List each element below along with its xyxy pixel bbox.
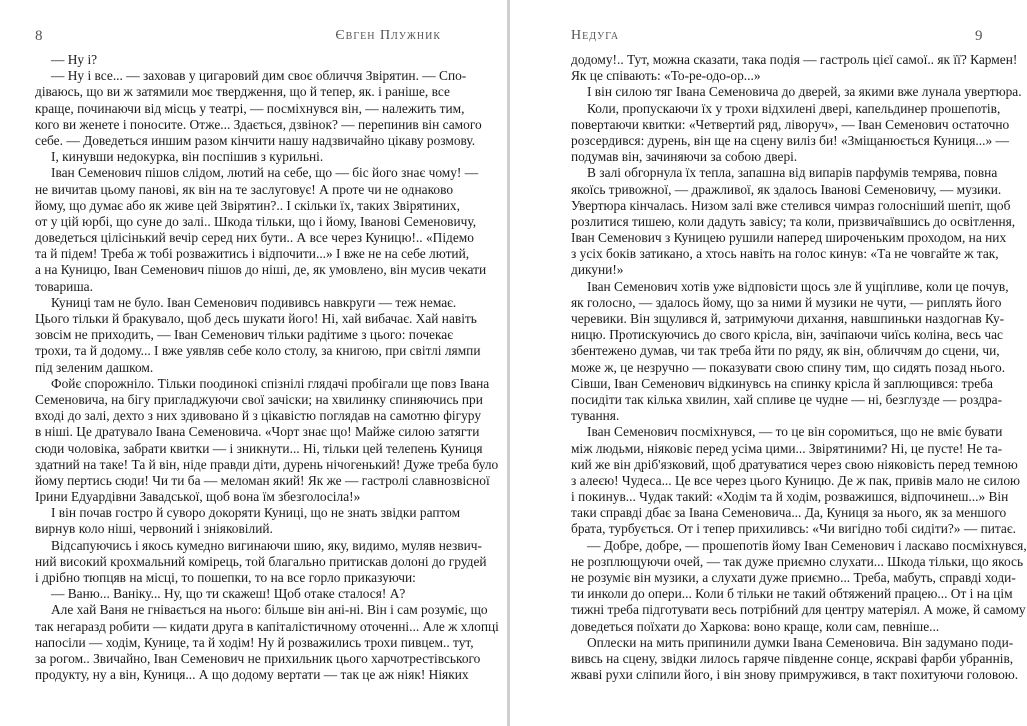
- text-line: та й підем! Треба ж тобі розважитись і відпочити...» І вже не на себе лютий,: [35, 246, 470, 262]
- right-page: [510, 0, 1027, 726]
- running-head-title: Недуга: [571, 28, 620, 43]
- text-line: Куниці там не було. Іван Семенович подививсь навкруги — теж немає.: [51, 294, 457, 310]
- text-line: подумав він, зачиняючи за собою двері.: [571, 149, 798, 165]
- text-line: якоїсь тривожної, — дражливої, як здалось Іванові Семеновичу, — музики.: [571, 181, 1002, 197]
- text-line: Семеновича, на бігу пригладжуючи свої зачіски; на хвилинку спиняючись при: [35, 391, 483, 407]
- text-line: Як це співають: «То-ре-одо-ор...»: [571, 68, 761, 84]
- text-line: так негаразд робити — кидати друга в капіталістичному оточенні... Але ж хлопці: [35, 618, 499, 634]
- text-line: зовсім не приходить, — Іван Семенович тільки радітиме з цього: почекає: [35, 327, 453, 343]
- text-line: з усіх боків затикано, а хтось навіть на голос кинув: «Та не човгайте ж так,: [571, 246, 999, 262]
- text-line: кий же він дріб'язковий, щоб дратуватися через свою ніяковість перед темною: [571, 456, 1018, 472]
- text-line: товариша.: [35, 278, 93, 294]
- text-line: дикуни!»: [571, 262, 624, 278]
- text-line: здатний на таке! Та й він, ніде правди діти, дурень нічогенький! Дуже треба було: [35, 456, 499, 472]
- text-line: йому, що думає або як живе цей Звірятин?.. І скільки їх, таких Звірятиних,: [35, 197, 460, 213]
- text-line: Сівши, Іван Семенович відкинувсь на спинку крісла й заплющився: треба: [571, 375, 993, 391]
- text-line: ницю. Протискуючись до свого крісла, він, зачіпаючи чиїсь коліна, весь час: [571, 327, 1003, 343]
- text-line: повертаючи квитки: «Четвертий ряд, ліворуч», — Іван Семенович остаточно: [571, 116, 1010, 132]
- text-line: — Ваню... Ваніку... Ну, що ти скажеш! Щоб отаке сталося! А?: [51, 586, 406, 602]
- text-line: Коли, пропускаючи їх у трохи відхилені двері, капельдинер прошепотів,: [587, 100, 1001, 116]
- text-line: додому!.. Тут, можна сказати, така подія — гастроль цієї самої.. як її? Кармен!: [571, 52, 1018, 67]
- text-line: і покинув... Чудак такий: «Ходім та й ходім, розважишся, відпочинеш...» Він: [571, 489, 1009, 505]
- text-line: Увертюра кінчалась. Низом залі вже стелився чимраз голосніший шепіт, щоб: [571, 197, 1011, 213]
- text-line: Іван Семенович з Куницею рушили наперед широченьким проходом, на них: [571, 230, 1007, 246]
- text-line: І, кинувши недокурка, він поспішив з курильні.: [51, 149, 324, 165]
- text-line: Фойє спорожніло. Тільки поодинокі спізнілі глядачі пробігали ще повз Івана: [51, 375, 490, 391]
- text-line: напосіли — ходім, Кунице, та й ходім! Ну й розважились трохи пивцем.. тут,: [35, 634, 474, 650]
- page-number: 8: [35, 28, 43, 44]
- text-line: вході до залі, дехто з них здивовано й з цікавістю поглядав на самотню фігуру: [35, 408, 482, 424]
- text-line: не розуміє він музики, а слухати дуже приємно... Треба, мабуть, справді ходи-: [571, 570, 1016, 585]
- text-line: кого ви женете і поносите. Отже... Здається, дзвінок? — перепинив він самого: [35, 116, 482, 132]
- text-line: Іван Семенович посміхнувся, — то це він соромиться, що не вміє бувати: [587, 424, 1003, 440]
- page-number: 9: [975, 28, 983, 44]
- text-line: черевики. Він зщулився й, затримуючи дихання, навшпиньки наздогнав Ку-: [571, 311, 1005, 326]
- text-line: Відсапуючись і якось кумедно вигинаючи шию, яку, видимо, муляв незвич-: [51, 537, 482, 553]
- text-line: краще, починаючи від місць у театрі, — посміхнувся він, — належить тим,: [35, 100, 465, 116]
- text-line: жваві рухи сліпили його, і він знову примружився, в такт похитуючи головою.: [571, 667, 1019, 683]
- text-line: ти инколи до опери... Коли б тільки не такий обтяжений працею... От і на цім: [571, 586, 1013, 602]
- text-line: І він силою тяг Івана Семеновича до дверей, за якими вже лунала увертюра.: [587, 84, 1022, 100]
- text-line: а на Куницю, Іван Семенович пішов до ніші, де, як умовлено, він мусив чекати: [35, 262, 487, 278]
- text-line: під зеленим дашком.: [35, 359, 154, 375]
- text-line: розсердився: дурень, він ще на сцену виліз би! «Зміщанюється Куниця...» —: [571, 132, 1009, 148]
- text-line: діваюсь, що ви ж затямили моє твердження, що й тепер, як. і раніше, все: [35, 84, 450, 100]
- text-line: Цього тільки й бракувало, щоб десь шукати його! Ні, хай вибачає. Хай навіть: [35, 311, 477, 326]
- text-line: може ж, це незручно — показувати свою спину тим, що сидять позад нього.: [571, 359, 1006, 375]
- text-line: таки справді дбає за Івана Семеновича... Да, Куниця за нього, як за меншого: [571, 505, 1007, 521]
- text-line: з алеєю! Чудеса... Це все через цього Куницю. Де ж пак, привів мало не силою: [571, 472, 1021, 488]
- text-line: розлитися тишею, коли дадуть завісу; та коли, призвичаївшись до освітлення,: [571, 213, 1016, 229]
- text-line: тижні треба підготувати весь потрібний для центру матеріял. А може, й самому: [571, 602, 1026, 618]
- text-line: доведеться поїхати до Харкова: воно краще, коли сам, певніше...: [571, 618, 940, 634]
- text-line: от у цій юрбі, що суне до залі.. Шкода тільки, що і йому, Іванові Семеновичу,: [35, 213, 477, 229]
- text-line: доведеться цілісінький вечір серед них бути.. А все через Куницю!.. «Підемо: [35, 230, 474, 246]
- text-line: Ірини Едуардівни Завадської, щоб вона їм збезголосіла!»: [35, 489, 361, 505]
- text-line: вивсь на сцену, звідки лилось гаряче південне сонце, яскраві фарби убраннів,: [571, 650, 1014, 666]
- text-line: В залі обгорнула їх тепла, запашна від випарів парфумів темрява, повна: [587, 165, 998, 181]
- text-line: між людьми, ніяковіє перед усіма цими... Звірятиними? Ні, це пусте! Не та-: [571, 440, 1003, 456]
- text-line: вирнув коло ніші, червоний і зніяковілий.: [35, 521, 273, 537]
- text-line: тування.: [571, 408, 620, 424]
- text-line: — Ну і все... — заховав у цигаровий дим своє обличчя Звірятин. — Спо-: [51, 68, 467, 84]
- text-line: збентежено думав, чи так треба йти по ряду, як він, обличчям до сцени, чи,: [571, 343, 1000, 359]
- text-line: Але хай Ваня не гнівається на нього: більше він ані-ні. Він і сам розуміє, що: [51, 602, 488, 618]
- text-line: за рогом.. Звичайно, Іван Семенович не прихильник цього харчотрестівського: [35, 650, 481, 666]
- text-line: сюди чоловіка, забрати квитки — і зникнути... Ні, тільки цей телепень Куниця: [35, 440, 483, 456]
- text-line: себе. — Доведеться иншим разом кінчити нашу надзвичайно цікаву розмову.: [35, 132, 476, 148]
- text-line: і дрібно тюпцяв на місці, то пошепки, то на все горло приказуючи:: [35, 570, 416, 585]
- body-text: [571, 52, 1027, 683]
- text-line: не розплющуючи очей, — так дуже приємно слухати... Шкода тільки, що якось: [571, 553, 1024, 569]
- body-text: [35, 52, 499, 683]
- text-line: ний високий крохмальний комірець, той благально притискав долоні до грудей: [35, 553, 487, 569]
- text-line: — Ну і?: [51, 52, 98, 67]
- text-line: Іван Семенович пішов слідом, лютий на себе, що — біс його знає чому! —: [51, 165, 479, 181]
- text-line: не вичитав цьому панові, як він на те заслуговує! А проте чи не однаково: [35, 181, 454, 197]
- text-line: — Добре, добре, — прошепотів йому Іван Семенович і ласкаво посміхнувся,: [587, 537, 1027, 553]
- running-head-author: Євген Плужник: [335, 28, 441, 43]
- text-line: йому пертись сюди! Чи ти ба — меломан який! Як же — гастролі славнозвісної: [35, 472, 490, 488]
- text-line: Оплески на мить припинили думки Івана Семеновича. Він задумано поди-: [587, 634, 1014, 650]
- text-line: як голосно, — здалось йому, що за ними й музики не чути, — риплять його: [571, 294, 1002, 310]
- text-line: трохи, та й додому... І вже уявляв себе коло столу, за книгою, при світлі лямпи: [35, 343, 481, 359]
- text-line: брата, турбується. От і тепер прихиливсь: «Чи вигідно тобі сидіти?» — питає.: [571, 521, 1016, 537]
- text-line: в ніші. Це дратувало Івана Семеновича. «Чорт знає що! Майже силою затягти: [35, 424, 480, 440]
- text-line: І він почав гостро й суворо докоряти Куниці, що не знать звідки раптом: [51, 505, 461, 521]
- text-line: продукту, ну а він, Куниця... А що додому вертати — так це аж ніяк! Ніяких: [35, 667, 469, 683]
- text-line: Іван Семенович хотів уже відповісти щось зле й ущіпливе, коли це почув,: [587, 278, 1009, 294]
- left-page: [0, 0, 507, 726]
- text-line: посидіти так кілька хвилин, хай спливе це чудне — ні, безглузде — роздра-: [571, 391, 1003, 407]
